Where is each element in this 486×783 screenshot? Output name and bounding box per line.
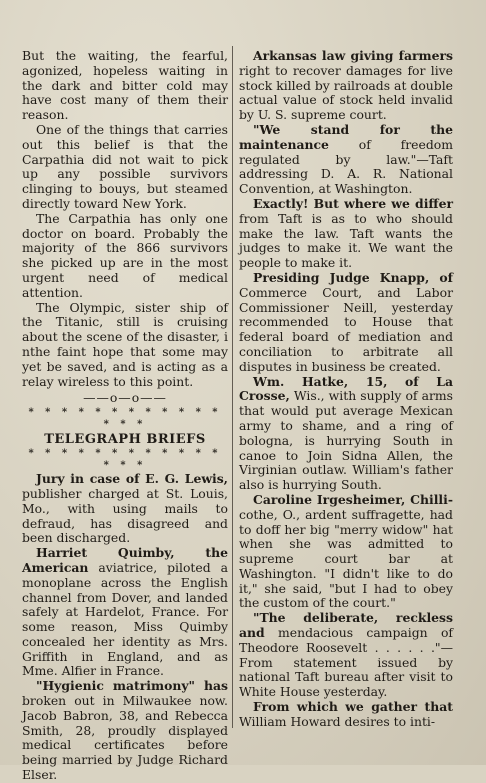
news-item [239,271,453,375]
paragraph: One of the things that carries out this belief is that the Carpathia did not wait to pick up any possible survivors clinging to bouys, but steamed directly toward New York. [22,121,228,211]
item-body: Wis., with supply of arms that would put average Mexican army to shame, and a ring of bologna, is hurrying South in canoe to Join Sidna Allen, the Virginian outlaw. William's father also is hurrying South. [239,388,453,493]
news-item [22,546,228,679]
item-lead: Exactly! But where we differ [253,195,453,211]
left-column [22,49,228,783]
news-item [239,700,453,730]
item-body: right to recover damages for live stock killed by railroads at double actual value of stock held invalid by U. S. supreme court. [239,62,453,123]
item-lead: Arkansas law giving farmers [253,48,453,63]
item-lead: Harriet Quimby, the American [22,545,228,575]
news-item [239,49,453,123]
stars-rule-top: * * * * * * * * * * * * * * * [28,407,222,431]
paragraph: The Carpathia has only one doctor on board. Probably the majority of the 866 survivors she picked up are in the most urgent need of medical attention. [22,210,228,300]
item-body: of freedom regulated by law."—Taft addressing D. A. R. National Convention, at Washington. [239,136,453,197]
column-rule [232,46,233,728]
stars-rule-bottom: * * * * * * * * * * * * * * * [28,448,222,472]
section-heading: TELEGRAPH BRIEFS [44,432,206,448]
news-item [239,611,453,700]
item-lead: From which we gather that [253,699,453,715]
item-body: publisher charged at St. Louis, Mo., with using mails to defraud, has disagreed and been discharged. [22,485,228,546]
right-column [239,49,453,730]
news-item [239,123,453,197]
item-body: from Taft is as to who should make the law. Taft wants the judges to make it. We want the people to make it. [239,210,453,271]
paragraph: The Olympic, sister ship of the Titanic, still is cruising about the scene of the disaster, i nthe faint hope that some may yet be saved, and is acting as a relay wireless to this point. [22,299,228,389]
item-body: William Howard desires to inti- [239,713,436,729]
item-body: broken out in Milwaukee now. Jacob Babron, 38, and Rebecca Smith, 28, proudly displayed medical certificates before being married by Judge Richard Elser. [22,693,228,783]
news-item [239,375,453,493]
item-lead: "Hygienic matrimony" has [36,678,228,694]
news-item [239,493,453,611]
item-lead: "We stand for the maintenance [239,121,453,152]
item-lead: "The deliberate, reckless and [239,610,453,641]
news-item [239,197,453,271]
item-lead: Jury in case of E. G. Lewis, [36,471,228,487]
news-item [22,472,228,546]
item-lead: Caroline Irgesheimer, Chilli- [253,491,453,507]
item-body: cothe, O., ardent suffragette, had to doff her big "merry widow" hat when she was admitted to supreme court bar at Washington. "I didn't like to do it," she said, "but I had to obey the custom of the court." [239,506,453,611]
separator: ——o—o—— [83,390,167,406]
item-body: Commerce Court, and Labor Commissioner Neill, yesterday recommended to House that federal board of mediation and conciliation to arbitrate all disputes in business be created. [239,284,453,374]
paragraph: But the waiting, the fearful, agonized, hopeless waiting in the dark and bitter cold may have cost many of them their reason. [22,48,228,123]
item-lead: Presiding Judge Knapp, of [253,269,453,285]
item-lead: Wm. Hatke, 15, of La Crosse, [239,373,453,404]
news-item [22,679,228,783]
item-body: aviatrice, piloted a monoplane across the English channel from Dover, and landed safely at Hardelot, France. For some reason, Miss Quimby concealed her identity as Mrs. Griffith in England, and as Mme. Alfier in France. [22,559,228,679]
item-body: mendacious campaign of Theodore Roosevelt . . . . . ."—From statement issued by national Taft bureau after visit to White House yesterday. [239,625,453,700]
